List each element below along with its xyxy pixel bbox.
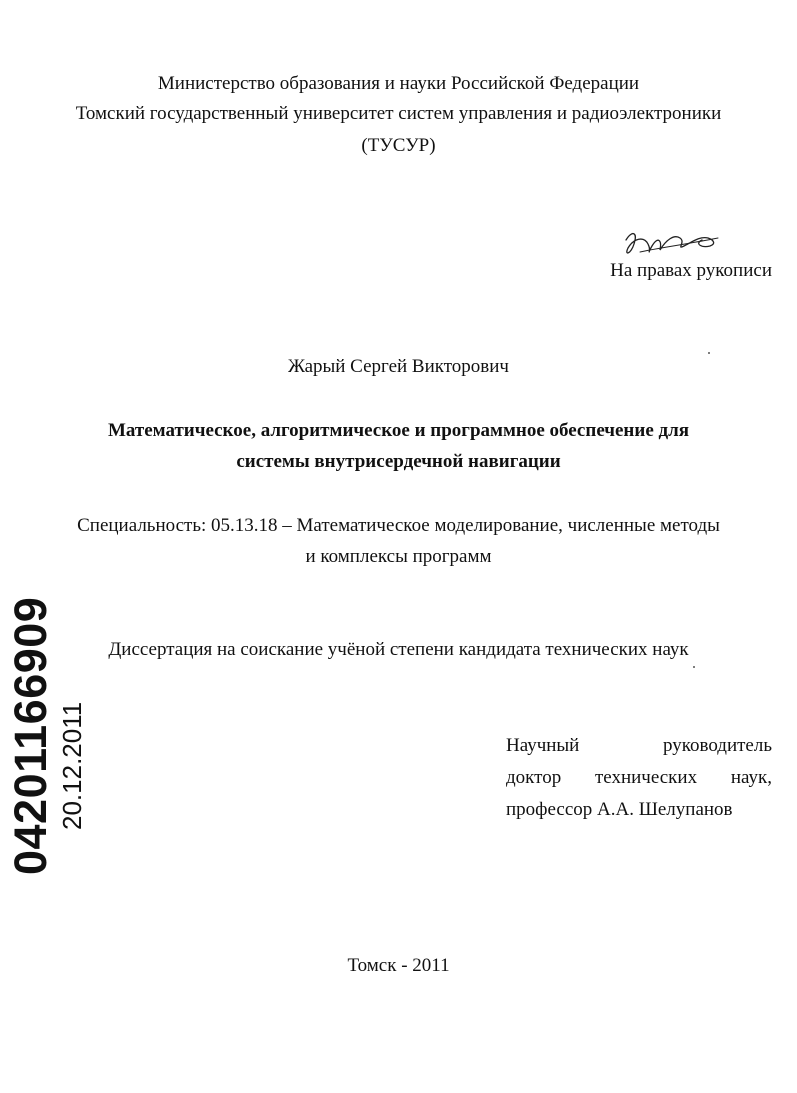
author-name: Жарый Сергей Викторович xyxy=(288,356,509,377)
thesis-title-line-1: Математическое, алгоритмическое и программное обеспечение для xyxy=(107,420,690,441)
ministry-line: Министерство образования и науки Российской Федерации xyxy=(157,73,640,94)
thesis-title-line-2: системы внутрисердечной навигации xyxy=(236,451,561,472)
supervisor-line-2 xyxy=(506,766,772,790)
supervisor-line-1 xyxy=(506,734,772,758)
university-line: Томский государственный университет систем управления и радиоэлектроники xyxy=(75,103,722,124)
supervisor-word-scientific: Научный xyxy=(506,735,580,756)
stamp-number: 04201166909 xyxy=(5,596,56,875)
scan-speck xyxy=(693,666,695,668)
supervisor-word-technical: технических xyxy=(594,767,698,788)
specialty-line-1: Специальность: 05.13.18 – Математическое моделирование, численные методы xyxy=(77,515,720,536)
supervisor-line-3: профессор А.А. Шелупанов xyxy=(506,799,733,820)
scan-speck xyxy=(708,352,710,354)
degree-line: Диссертация на соискание учёной степени кандидата технических наук xyxy=(108,639,689,660)
manuscript-note: На правах рукописи xyxy=(610,260,772,281)
university-abbreviation: (ТУСУР) xyxy=(361,135,436,156)
stamp-date: 20.12.2011 xyxy=(57,701,87,830)
supervisor-word-advisor: руководитель xyxy=(662,735,772,756)
supervisor-word-sciences: наук, xyxy=(730,767,772,788)
city-year: Томск - 2011 xyxy=(347,955,450,976)
specialty-line-2: и комплексы программ xyxy=(305,546,492,567)
supervisor-word-doctor: доктор xyxy=(506,767,562,788)
